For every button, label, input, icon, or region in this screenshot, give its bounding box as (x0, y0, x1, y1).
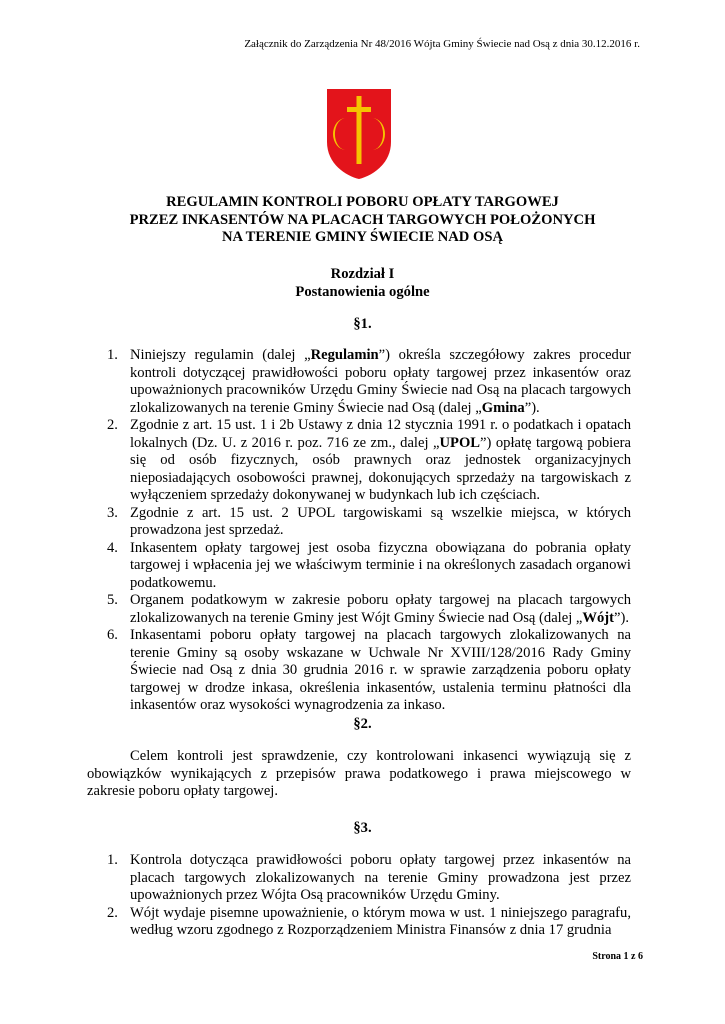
section-3-list (87, 852, 631, 940)
list-item: 3. Zgodnie z art. 15 ust. 2 UPOL targowiskami są wszelkie miejsca, w których prowadzona jest sprzedaż. (107, 504, 631, 538)
document-title: REGULAMIN KONTROLI POBORU OPŁATY TARGOWEJ PRZEZ INKASENTÓW NA PLACACH TARGOWYCH POŁOŻONYCH NA TERENIE GMINY ŚWIECIE NAD OSĄ (129, 194, 596, 245)
list-item: 2. Zgodnie z art. 15 ust. 1 i 2b Ustawy z dnia 12 stycznia 1991 r. o podatkach i opatach lokalnych (Dz. U. z 2016 r. poz. 716 ze zm., dalej „UPOL”) opłatę targową pobiera się od osób fizycznych, osób prawnych oraz jednostek organizacyjnych nieposiadających osobowości prawnej, dokonujących sprzedaży na targowiskach z wyłączeniem sprzedaży dokonywanej w budynkach lub ich częściach. (107, 417, 631, 503)
list-item: 1. Niniejszy regulamin (dalej „Regulamin”) określa szczegółowy zakres procedur kontroli dotyczącej prawidłowości poboru opłaty targowej przez inkasentów oraz upoważnionych pracowników Urzędu Gminy Świecie nad Osą na placach targowych zlokalizowanych na terenie Gminy Świecie nad Osą (dalej „Gmina”). (107, 347, 631, 416)
section-3-heading: §3. (353, 820, 372, 836)
list-item: 5. Organem podatkowym w zakresie poboru opłaty targowej na placach targowych zlokalizowanych na terenie Gminy jest Wójt Gminy Świecie nad Osą (dalej „Wójt”). (107, 592, 631, 626)
section-2-paragraph: Celem kontroli jest sprawdzenie, czy kontrolowani inkasenci wywiązują się z obowiązków wynikających z przepisów prawa podatkowego i prawa miejscowego w zakresie poboru opłaty targowej. (87, 748, 631, 799)
chapter-heading: Rozdział I Postanowienia ogólne (295, 266, 430, 300)
section-2-heading: §2. (353, 716, 372, 732)
attachment-note: Załącznik do Zarządzenia Nr 48/2016 Wójta Gminy Świecie nad Osą z dnia 30.12.2016 r. (244, 38, 640, 50)
list-item: 6. Inkasentami poboru opłaty targowej na placach targowych zlokalizowanych na terenie Gminy są osoby wskazane w Uchwale Nr XVIII/128/2016 Rady Gminy Świecie nad Osą z dnia 30 grudnia 2016 r. w sprawie zarządzenia poboru opłaty targowej w drodze inkasa, określenia inkasentów, ustalenia terminu płatności dla inkasentów oraz wysokości wynagrodzenia za inkaso. (107, 627, 631, 713)
section-1-list (87, 347, 631, 715)
list-item: 2. Wójt wydaje pisemne upoważnienie, o którym mowa w ust. 1 niniejszego paragrafu, według wzoru zgodnego z Rozporządzeniem Ministra Finansów z dnia 17 grudnia (107, 904, 631, 938)
section-1-heading: §1. (353, 316, 372, 332)
coat-of-arms-icon (326, 88, 392, 180)
list-item: 1. Kontrola dotycząca prawidłowości poboru opłaty targowej przez inkasentów na placach targowych zlokalizowanych na terenie Gminy prowadzona jest przez upoważnionych przez Wójta Osą pracowników Urzędu Gminy. (107, 852, 631, 903)
list-item: 4. Inkasentem opłaty targowej jest osoba fizyczna obowiązana do pobrania opłaty targowej i wpłacenia jej we właściwym terminie i na określonych zasadach organowi podatkowemu. (107, 539, 631, 591)
page-number: Strona 1 z 6 (592, 951, 643, 962)
